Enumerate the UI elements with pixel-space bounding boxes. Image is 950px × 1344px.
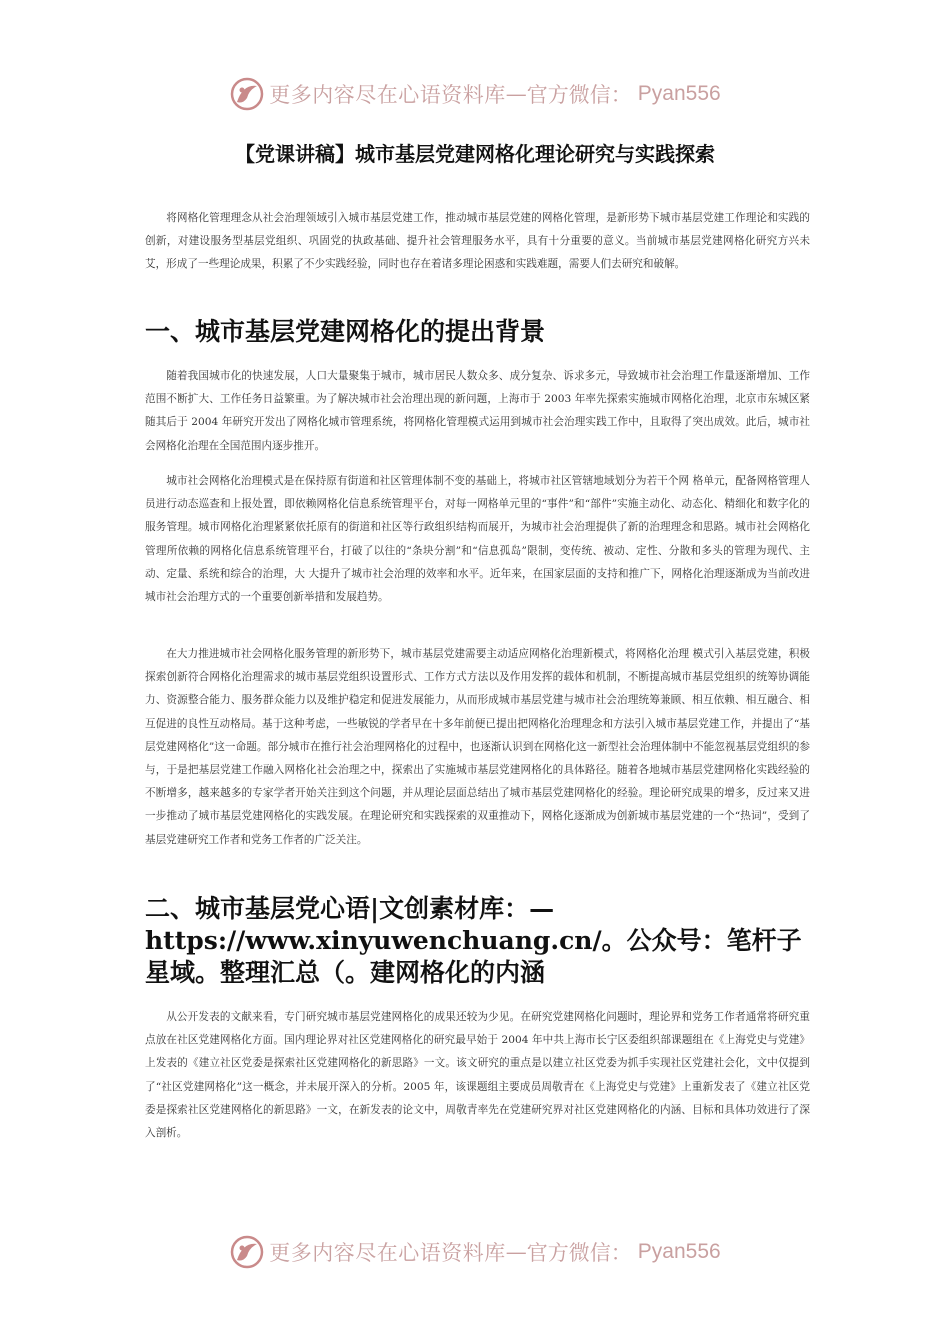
banner-separator: — [505,1240,527,1264]
section-2-paragraph-1: 从公开发表的文献来看，专门研究城市基层党建网格化的成果还较为少见。在研究党建网格化问题时，理论界和党务工作者通常将研究重点放在社区党建网格化方面。国内理论界对社区党建网格化的研究最早始于 2004 年中共上海市长宁区委组织部课题组在《上海党史与党建》上发表的《建立社区党委是探索社区党建网格化的新思路》一文。该文研究的重点是以建立社区党委为抓手实现社区党建社会化，文中仅提到了“社区党建网格化”这一概念，并未展开深入的分析。2005 年，该课题组主要成员周敬青在《上海党史与党建》上重新发表了《建立社区党委是探索社区党建网格化的新思路》一文，在新发表的论文中，周敬青率先在党建研究界对社区党建网格化的内涵、目标和具体功效进行了深入剖析。 [145,1011,810,1140]
banner-separator: — [505,82,527,106]
banner-wechat-label: 官方微信： [526,1241,632,1265]
banner-wechat-label: 官方微信： [526,83,632,107]
banner-wechat-id: Pyan556 [637,1240,721,1263]
banner-slogan: 更多内容尽在心语资料库 [269,83,506,107]
logo-icon [229,76,265,112]
section-1-paragraph-2: 城市社会网格化治理模式是在保持原有街道和社区管理体制不变的基础上，将城市社区管辖地域划分为若干个网 格单元，配备网格管理人员进行动态巡查和上报处置，即依赖网格化信息系统管理平台，对每一网格单元里的“事件”和“部件”实施主动化、动态化、精细化和数字化的服务管理。城市网格化治理紧紧依托原有的街道和社区等行政组织结构而展开，为城市社会治理提供了新的治理理念和思路。城市社会网格化管理所依赖的网格化信息系统管理平台，打破了以往的“条块分割”和“信息孤岛”限制，变传统、被动、定性、分散和多头的管理为现代、主动、定量、系统和综合的治理，大 大提升了城市社会治理的效率和水平。近年来，在国家层面的支持和推广下，网格化治理逐渐成为当前改进城市社会治理方式的一个重要创新举措和发展趋势。 [145,475,810,604]
intro-paragraph: 将网格化管理理念从社会治理领域引入城市基层党建工作，推动城市基层党建的网格化管理，是新形势下城市基层党建工作理论和实践的创新，对建设服务型基层党组织、巩固党的执政基础、提升社会管理服务水平，具有十分重要的意义。当前城市基层党建网格化研究方兴未艾，形成了一些理论成果，积累了不少实践经验，同时也存在着诸多理论困惑和实践难题，需要人们去研究和破解。 [145,212,810,271]
section-1-paragraph-3: 在大力推进城市社会网格化服务管理的新形势下，城市基层党建需要主动适应网格化治理新模式，将网格化治理 模式引入基层党建，积极探索创新符合网格化治理需求的城市基层党组织设置形式、工作方式方法以及作用发挥的载体和机制，不断提高城市基层党组织的统筹协调能力、资源整合能力、服务群众能力以及维护稳定和促进发展能力，从而形成城市基层党建与城市社会治理统筹兼顾、相互依赖、相互融合、相互促进的良性互动格局。基于这种考虑，一些敏锐的学者早在十多年前便已提出把网格化治理理念和方法引入城市基层党建工作，并提出了“基层党建网格化”这一命题。部分城市在推行社会治理网格化的过程中，也逐渐认识到在网格化这一新型社会治理体制中不能忽视基层党组织的参 与，于是把基层党建工作融入网格化社会治理之中，探索出了实施城市基层党建网格化的具体路径。随着各地城市基层党建网格化实践经验的不断增多，越来越多的专家学者开始关注到这个问题，并从理论层面总结出了城市基层党建网格化的经验。理论研究成果的增多，反过来又进一步推动了城市基层党建网格化的实践发展。在理论研究和实践探索的双重推动下，网格化逐渐成为创新城市基层党建的一个“热词”，受到了基层党建研究工作者和党务工作者的广泛关注。 [145,648,810,846]
section-1-paragraph-1: 随着我国城市化的快速发展，人口大量聚集于城市，城市居民人数众多、成分复杂、诉求多元，导致城市社会治理工作量逐渐增加、工作范围不断扩大、工作任务日益繁重。为了解决城市社会治理出现的新问题，上海市于 2003 年率先探索实施城市网格化治理，北京市东城区紧随其后于 2004 年研究开发出了网格化城市管理系统，将网格化管理模式运用到城市社会治理实践工作中，且取得了突出成效。此后，城市社会网格化治理在全国范围内逐步推开。 [145,370,810,452]
footer-banner [0,1232,950,1272]
document-title: 【党课讲稿】城市基层党建网格化理论研究与实践探索 [235,142,715,166]
section-2-heading: 二、城市基层党心语|文创素材库：—https://www.xinyuwenchuang.cn/。公众号：笔杆子星域。整理汇总（。建网格化的内涵 [145,894,802,987]
banner-slogan: 更多内容尽在心语资料库 [269,1241,506,1265]
header-banner [0,74,950,114]
logo-icon [229,1234,265,1270]
section-1-heading: 一、城市基层党建网格化的提出背景 [145,317,546,346]
banner-wechat-id: Pyan556 [637,82,721,105]
